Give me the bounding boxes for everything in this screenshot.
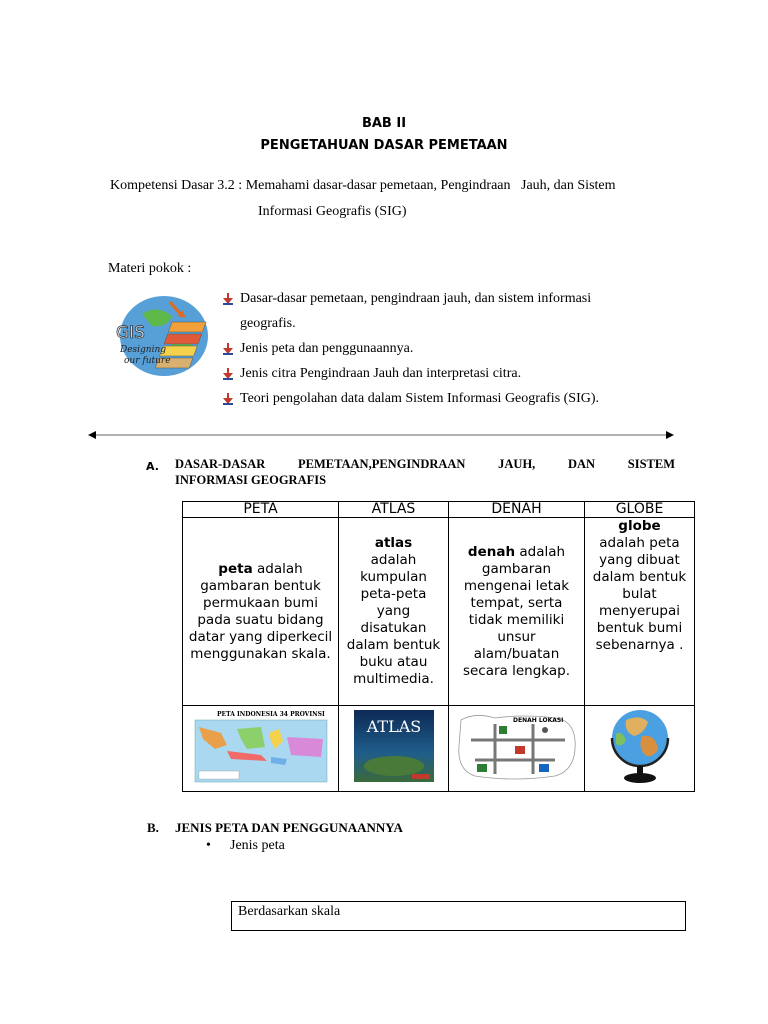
section-b-bullet-text: Jenis peta (230, 838, 285, 853)
term-atlas: atlas (374, 535, 413, 551)
arrow-bullet-icon (222, 393, 236, 405)
section-divider (88, 428, 674, 440)
def-denah: adalah gambaran mengenai letak tempat, serta tidak memiliki unsur alam/buatan secara lengkap. (462, 543, 571, 679)
header-atlas: ATLAS (339, 502, 449, 518)
materi-item-text: Dasar-dasar pemetaan, pengindraan jauh, dan sistem informasi (240, 291, 592, 306)
definition-denah (449, 518, 585, 706)
header-globe: GLOBE (585, 502, 695, 518)
atlas-cover-image (354, 710, 434, 782)
scale-box (231, 901, 686, 931)
denah-image-cell (449, 706, 585, 792)
def-atlas: adalah kumpulan peta-peta yang disatukan dalam bentuk buku atau multimedia. (346, 552, 441, 687)
header-peta: PETA (183, 502, 339, 518)
atlas-cover-title: ATLAS (366, 717, 421, 736)
scale-box-text: Berdasarkan skala (238, 904, 341, 919)
section-b-heading (147, 820, 403, 836)
arrow-bullet-icon (222, 368, 236, 380)
peta-image-cell (183, 706, 339, 792)
materi-item (222, 291, 591, 307)
definitions-table (182, 501, 695, 792)
section-a-title-line-1: DASAR-DASAR PEMETAAN,PENGINDRAAN JAUH, DAN SISTEM (175, 457, 675, 471)
globe-image-cell (585, 706, 695, 792)
section-b-title: JENIS PETA DAN PENGGUNAANNYA (175, 820, 403, 835)
section-b-bullet (206, 838, 285, 854)
arrow-bullet-icon (222, 293, 236, 305)
section-b-label: B. (147, 820, 159, 835)
materi-item (222, 391, 599, 407)
materi-item-continuation: geografis. (240, 316, 296, 331)
kompetensi-line-2: Informasi Geografis (SIG) (258, 204, 407, 219)
definition-atlas (339, 518, 449, 706)
section-a-label: A. (146, 460, 159, 473)
definition-peta (183, 518, 339, 706)
materi-label: Materi pokok : (108, 261, 192, 276)
gis-logo-tagline-2: our future (124, 356, 171, 366)
def-globe: adalah peta yang dibuat dalam bentuk bulat menyerupai bentuk bumi sebenarnya . (592, 535, 687, 653)
gis-logo-tagline-1: Designing (120, 345, 167, 355)
materi-item (222, 366, 521, 382)
dot-bullet-icon: • (206, 838, 211, 853)
def-peta: adalah gambaran bentuk permukaan bumi pada suatu bidang datar yang diperkecil menggunakan skala. (188, 560, 333, 662)
header-denah: DENAH (449, 502, 585, 518)
globe-image (604, 706, 676, 786)
gis-logo-image (112, 294, 212, 384)
chapter-heading: BAB II (361, 116, 407, 131)
term-globe: globe (618, 518, 661, 534)
atlas-image-cell (339, 706, 449, 792)
materi-item (222, 341, 413, 357)
denah-image-caption: DENAH LOKASI (512, 717, 563, 724)
peta-image-caption: PETA INDONESIA 34 PROVINSI (216, 711, 325, 718)
section-a-title-line-2: INFORMASI GEOGRAFIS (175, 473, 327, 487)
gis-logo-title: GIS (116, 323, 145, 343)
materi-item-text: Jenis citra Pengindraan Jauh dan interpretasi citra. (240, 366, 522, 381)
peta-map-image (191, 707, 331, 785)
materi-item-text: Jenis peta dan penggunaannya. (240, 341, 414, 356)
arrow-bullet-icon (222, 343, 236, 355)
chapter-title: PENGETAHUAN DASAR PEMETAAN (260, 138, 508, 153)
materi-item-text: Teori pengolahan data dalam Sistem Informasi Geografis (SIG). (240, 391, 600, 406)
kompetensi-line-1: Kompetensi Dasar 3.2 : Memahami dasar-dasar pemetaan, Pengindraan Jauh, dan Sistem (110, 178, 616, 193)
term-denah: denah (467, 543, 516, 560)
term-peta: peta (218, 560, 253, 577)
denah-map-image (455, 710, 579, 782)
definition-globe (585, 518, 695, 706)
